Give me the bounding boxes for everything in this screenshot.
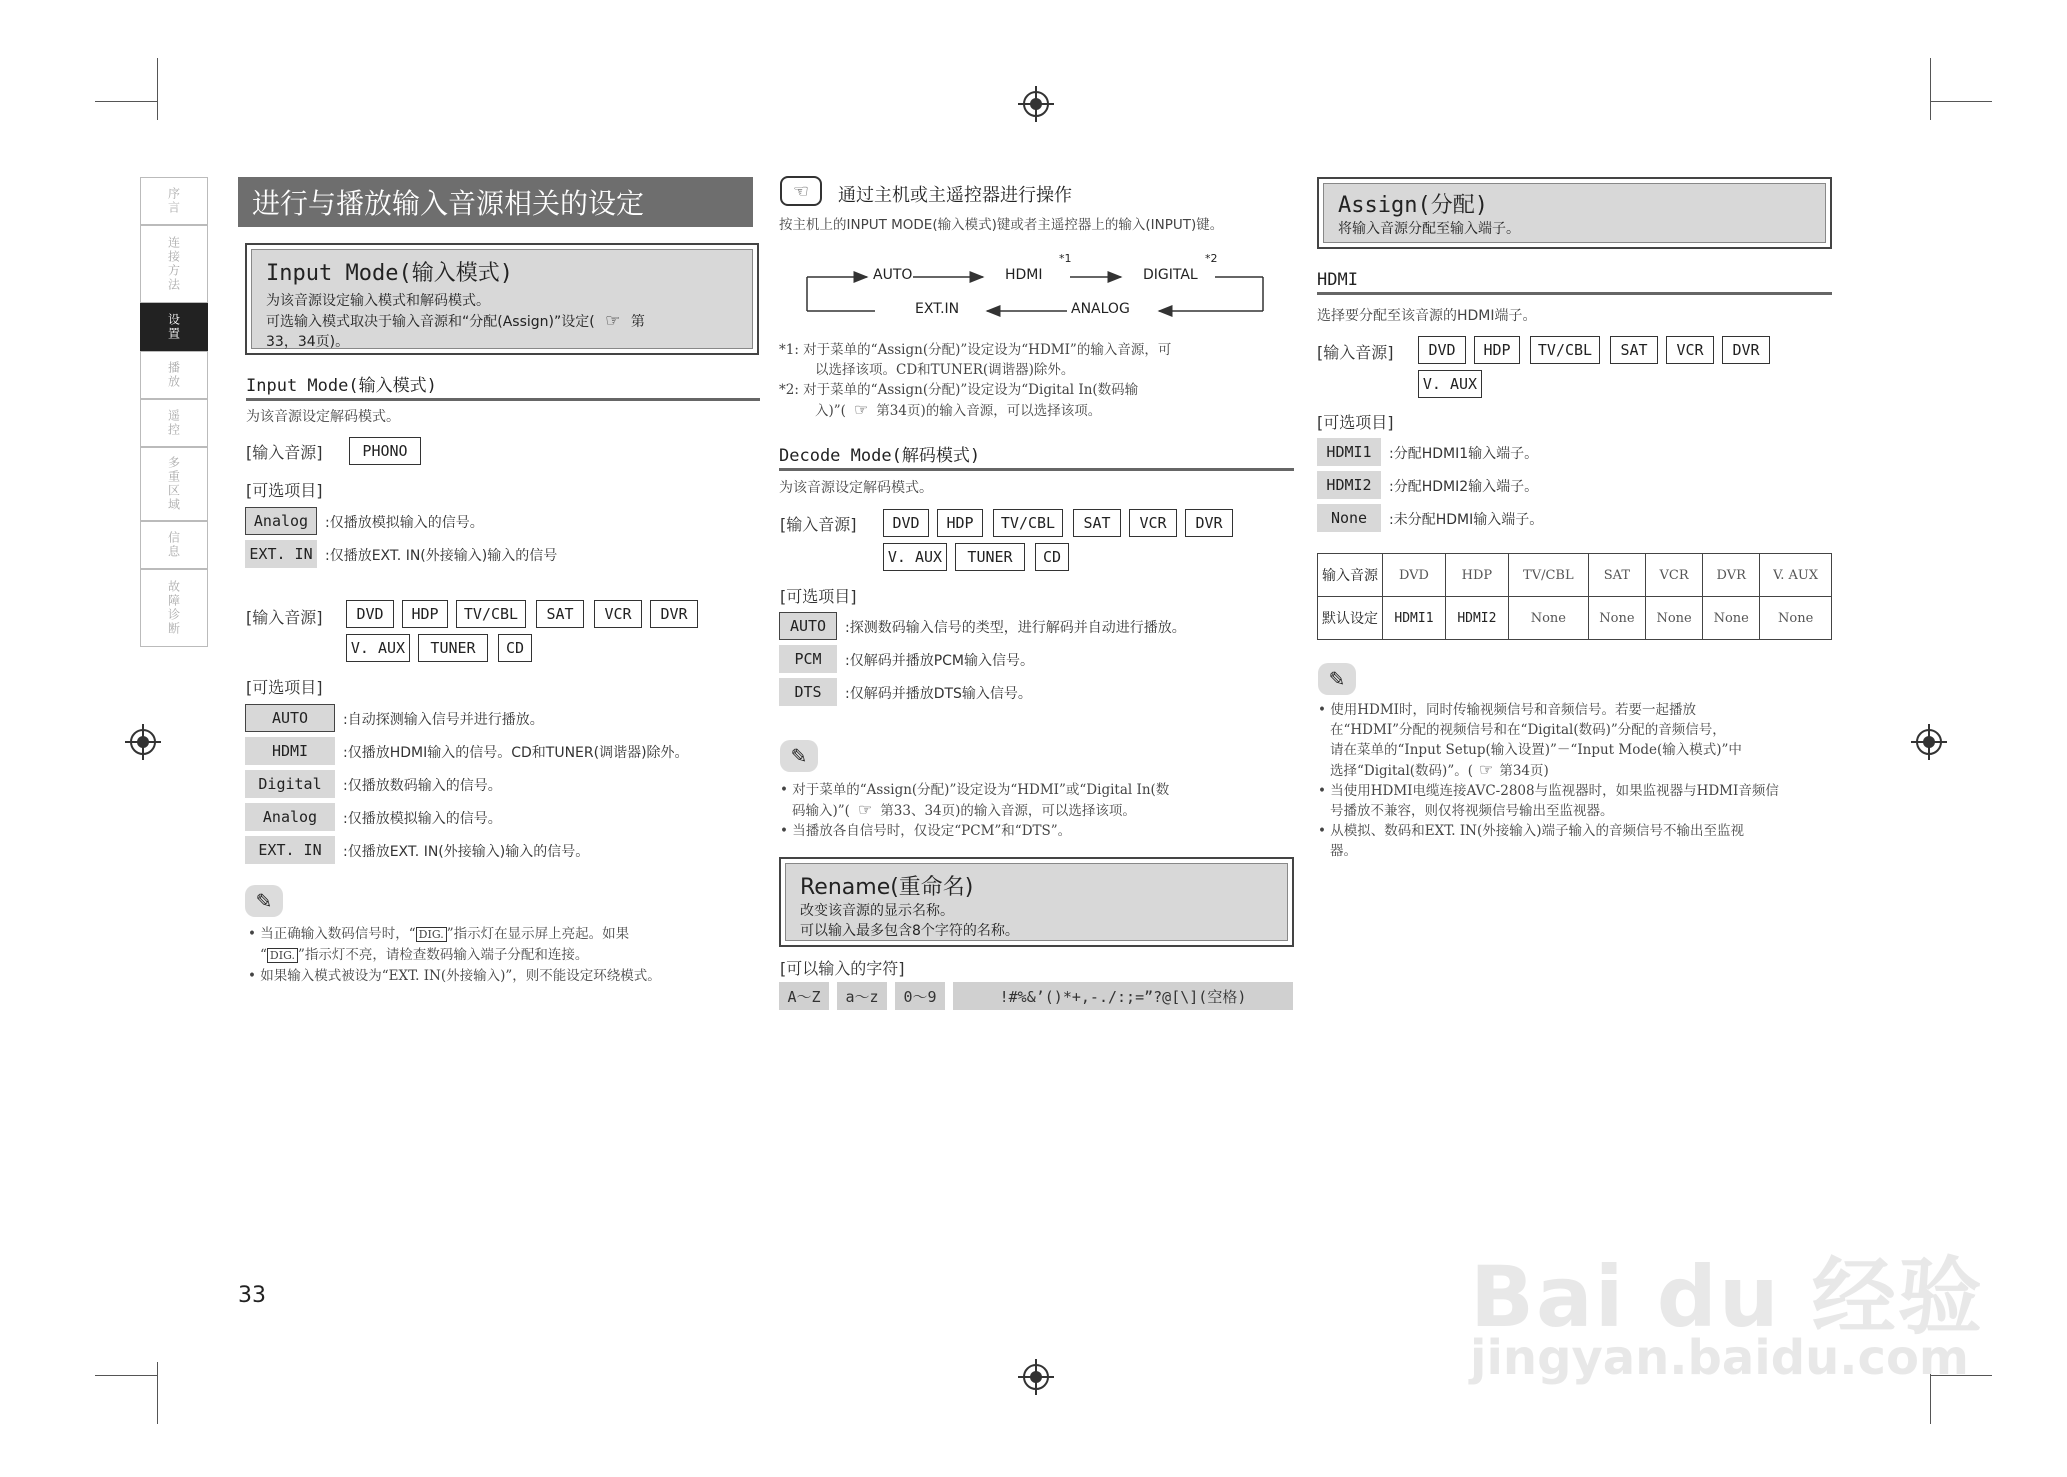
assign-box-line: 将输入音源分配至输入端子。 — [1338, 221, 1520, 237]
option-analog-2[interactable]: Analog — [245, 803, 335, 831]
input-mode-intro: 为该音源设定解码模式。 — [246, 409, 400, 425]
source-button-v-aux[interactable]: V. AUX — [346, 634, 410, 662]
col2-note-line2-tail: 第33、34页)的输入音源，可以选择该项。 — [880, 803, 1136, 819]
decode-option-auto[interactable]: AUTO — [779, 612, 837, 640]
input-source-label: [输入音源] — [246, 443, 323, 462]
table-cell: HDMI2 — [1445, 597, 1508, 640]
footnote1-b: 以选择该项。CD和TUNER(调谐器)除外。 — [815, 362, 1075, 378]
option-auto-desc: :自动探测输入信号并进行播放。 — [343, 712, 544, 728]
flow-diagram-svg — [805, 252, 1265, 322]
col3-note-line4-text: 选择“Digital(数码)”。( — [1330, 763, 1473, 779]
table-row-sources — [1318, 554, 1832, 597]
assign-default-table — [1317, 553, 1832, 640]
pointing-hand-icon-2: ☞ — [853, 400, 869, 419]
assign-source-tv-cbl[interactable]: TV/CBL — [1530, 336, 1600, 364]
dig-badge: DIG. — [416, 927, 447, 942]
col3-note-line3: 请在菜单的“Input Setup(输入设置)”－“Input Mode(输入模式)”中 — [1330, 742, 1742, 758]
option-ext-in-2-desc: :仅播放EXT. IN(外接输入)输入的信号。 — [343, 844, 590, 860]
footnote2-b-text: 入)”( — [815, 403, 846, 419]
assign-source-v-aux[interactable]: V. AUX — [1418, 370, 1482, 398]
col2-note-line1: • 对于菜单的“Assign(分配)”设定设为“HDMI”或“Digital In(数 — [780, 782, 1170, 798]
decode-source-vcr[interactable]: VCR — [1129, 509, 1177, 537]
input-mode-flow-diagram — [805, 252, 1265, 322]
table-cell: TV/CBL — [1508, 554, 1588, 597]
operation-desc: 按主机上的INPUT MODE(输入模式)键或者主遥控器上的输入(INPUT)键。 — [779, 217, 1224, 233]
rename-box — [779, 857, 1294, 947]
table-cell: None — [1703, 597, 1760, 640]
decode-option-auto-desc: :探测数码输入信号的类型，进行解码并自动进行播放。 — [845, 620, 1186, 636]
decode-input-source-label: [输入音源] — [780, 515, 857, 534]
source-button-hdp[interactable]: HDP — [402, 600, 448, 628]
assign-box-title: Assign(分配) — [1338, 193, 1488, 218]
table-cell: None — [1588, 597, 1645, 640]
source-button-phono[interactable]: PHONO — [349, 437, 421, 465]
col2-note-line2 — [780, 800, 1300, 821]
footnotes — [779, 340, 1299, 421]
decode-source-dvd[interactable]: DVD — [883, 509, 929, 537]
decode-source-v-aux[interactable]: V. AUX — [883, 543, 947, 571]
table-cell: None — [1646, 597, 1703, 640]
source-button-dvd[interactable]: DVD — [346, 600, 394, 628]
col3-note-line2: 在“HDMI”分配的视频信号和在“Digital(数码)”分配的音频信号， — [1330, 722, 1726, 738]
chars-label: [可以输入的字符] — [780, 959, 905, 978]
col1-note-line1 — [248, 924, 758, 945]
col3-note-line8: 器。 — [1330, 843, 1357, 859]
rename-box-line2: 可以输入最多包含8个字符的名称。 — [800, 923, 1019, 939]
sidebar-tab-setup[interactable]: 设置 — [140, 303, 208, 351]
assign-option-hdmi2[interactable]: HDMI2 — [1317, 471, 1381, 499]
pointing-hand-icon: ☞ — [605, 311, 621, 331]
table-cell: None — [1760, 597, 1832, 640]
option-auto[interactable]: AUTO — [245, 704, 335, 732]
decode-source-cd[interactable]: CD — [1035, 543, 1069, 571]
col1-note-line2a: “ — [260, 947, 267, 963]
assign-source-hdp[interactable]: HDP — [1474, 336, 1520, 364]
col3-note-line6: 号播放不兼容，则仅将视频信号输出至监视器。 — [1330, 803, 1614, 819]
flow-digital: DIGITAL — [1143, 267, 1198, 283]
source-button-cd[interactable]: CD — [498, 634, 532, 662]
decode-option-dts-desc: :仅解码并播放DTS输入信号。 — [845, 686, 1032, 702]
pointing-hand-icon-3: ☞ — [857, 800, 873, 819]
table-cell: HDMI1 — [1383, 597, 1446, 640]
option-ext-in[interactable]: EXT. IN — [245, 540, 317, 568]
decode-option-pcm[interactable]: PCM — [779, 645, 837, 673]
sidebar-tab-info[interactable]: 信息 — [140, 521, 208, 569]
option-digital-desc: :仅播放数码输入的信号。 — [343, 778, 502, 794]
flow-analog: ANALOG — [1071, 301, 1130, 317]
footnote2-b — [779, 400, 1299, 421]
assign-box — [1317, 177, 1832, 249]
registration-mark-right — [1916, 729, 1942, 755]
assign-option-none-desc: :未分配HDMI输入端子。 — [1389, 512, 1544, 528]
pencil-icon: ✎ — [245, 885, 283, 917]
col3-note-line7: • 从模拟、数码和EXT. IN(外接输入)端子输入的音频信号不输出至监视 — [1318, 823, 1745, 839]
decode-source-tuner[interactable]: TUNER — [955, 543, 1025, 571]
operation-title: 通过主机或主遥控器进行操作 — [838, 185, 1072, 206]
assign-source-dvd[interactable]: DVD — [1418, 336, 1466, 364]
col1-note-line2 — [248, 945, 758, 966]
col3-note-line1: • 使用HDMI时，同时传输视频信号和音频信号。若要一起播放 — [1318, 702, 1697, 718]
table-cell: DVD — [1383, 554, 1446, 597]
col2-note-line3: • 当播放各自信号时，仅设定“PCM”和“DTS”。 — [780, 823, 1072, 839]
col3-note-line4-tail: 第34页) — [1499, 763, 1549, 779]
flow-star2: *2 — [1205, 252, 1218, 265]
table-cell: SAT — [1588, 554, 1645, 597]
input-mode-box — [245, 243, 759, 355]
chars-digits: 0～9 — [895, 982, 945, 1010]
input-source-label-2: [输入音源] — [246, 608, 323, 627]
sidebar-tab-multizone[interactable]: 多重区域 — [140, 447, 208, 521]
options-label: [可选项目] — [246, 481, 323, 500]
flow-ext-in: EXT.IN — [915, 301, 960, 317]
section-title-text: 进行与播放输入音源相关的设定 — [252, 187, 645, 220]
input-mode-box-line1: 为该音源设定输入模式和解码模式。 — [266, 293, 490, 309]
pointing-hand-icon-4: ☞ — [1479, 760, 1494, 779]
decode-option-pcm-desc: :仅解码并播放PCM输入信号。 — [845, 653, 1035, 669]
decode-source-hdp[interactable]: HDP — [937, 509, 983, 537]
sidebar-tab-remote[interactable]: 遥控 — [140, 399, 208, 447]
registration-mark-bottom — [1023, 1364, 1049, 1390]
source-button-vcr[interactable]: VCR — [594, 600, 642, 628]
assign-source-dvr[interactable]: DVR — [1722, 336, 1770, 364]
watermark-logo: Bai du 经验 — [1470, 1248, 1984, 1346]
option-hdmi-desc: :仅播放HDMI输入的信号。CD和TUNER(调谐器)除外。 — [343, 745, 689, 761]
pencil-icon-3: ✎ — [1318, 663, 1356, 695]
assign-source-sat[interactable]: SAT — [1610, 336, 1658, 364]
option-ext-in-desc: :仅播放EXT. IN(外接输入)输入的信号 — [325, 548, 558, 564]
decode-mode-heading: Decode Mode(解码模式) — [779, 441, 1294, 471]
col2-note — [780, 780, 1300, 841]
source-button-sat[interactable]: SAT — [536, 600, 584, 628]
source-button-tuner[interactable]: TUNER — [418, 634, 488, 662]
table-cell: DVR — [1703, 554, 1760, 597]
table-cell: HDP — [1445, 554, 1508, 597]
decode-source-sat[interactable]: SAT — [1073, 509, 1121, 537]
option-analog[interactable]: Analog — [245, 507, 317, 535]
table-cell: VCR — [1646, 554, 1703, 597]
flow-star1: *1 — [1059, 252, 1072, 265]
col3-note — [1318, 700, 1838, 861]
sidebar-tab-playback[interactable]: 播放 — [140, 351, 208, 399]
sidebar-tab-troubleshooting[interactable]: 故障诊断 — [140, 569, 208, 647]
source-button-dvr[interactable]: DVR — [650, 600, 698, 628]
source-button-tv-cbl[interactable]: TV/CBL — [456, 600, 526, 628]
table-cell: None — [1508, 597, 1588, 640]
input-mode-box-line2-tail: 第 — [630, 314, 645, 330]
col3-note-line5: • 当使用HDMI电缆连接AVC-2808与监视器时，如果监视器与HDMI音频信 — [1318, 783, 1779, 799]
option-analog-desc: :仅播放模拟输入的信号。 — [325, 515, 484, 531]
registration-mark-left — [130, 729, 156, 755]
col1-note-line1a: • 当正确输入数码信号时，“ — [248, 926, 416, 942]
option-digital[interactable]: Digital — [245, 770, 335, 798]
input-mode-subheading: Input Mode(输入模式) — [246, 371, 760, 401]
col2-note-line2-text: 码输入)”( — [792, 803, 850, 819]
chars-lowercase: a～z — [837, 982, 887, 1010]
col1-note-line3: • 如果输入模式被设为“EXT. IN(外接输入)”，则不能设定环绕模式。 — [248, 968, 661, 984]
input-mode-box-line2-text: 可选输入模式取决于输入音源和“分配(Assign)”设定( — [266, 314, 595, 330]
decode-options-label: [可选项目] — [780, 587, 857, 606]
option-hdmi[interactable]: HDMI — [245, 737, 335, 765]
chars-uppercase: A～Z — [779, 982, 829, 1010]
assign-input-source-label: [输入音源] — [1317, 343, 1394, 362]
col1-note — [248, 924, 758, 986]
assign-options-label: [可选项目] — [1317, 413, 1394, 432]
assign-source-vcr[interactable]: VCR — [1666, 336, 1714, 364]
col1-note-line1b: ”指示灯在显示屏上亮起。如果 — [446, 926, 630, 942]
table-head-source: 输入音源 — [1318, 554, 1383, 597]
flow-hdmi: HDMI — [1005, 267, 1043, 283]
dig-badge-2: DIG. — [267, 948, 298, 963]
watermark-url: jingyan.baidu.com — [1470, 1330, 1969, 1386]
sidebar-tab-connections[interactable]: 连接方法 — [140, 225, 208, 303]
footnote2-a: *2: 对于菜单的“Assign(分配)”设定设为“Digital In(数码输 — [779, 382, 1139, 398]
assign-option-hdmi2-desc: :分配HDMI2输入端子。 — [1389, 479, 1539, 495]
registration-mark-top — [1023, 91, 1049, 117]
hdmi-heading: HDMI — [1317, 270, 1832, 295]
options-label-2: [可选项目] — [246, 678, 323, 697]
decode-option-dts[interactable]: DTS — [779, 678, 837, 706]
option-ext-in-2[interactable]: EXT. IN — [245, 836, 335, 864]
footnote2-c-text: 第34页)的输入音源，可以选择该项。 — [876, 403, 1102, 419]
table-row-defaults — [1318, 597, 1832, 640]
assign-option-hdmi1-desc: :分配HDMI1输入端子。 — [1389, 446, 1539, 462]
table-cell: V. AUX — [1760, 554, 1832, 597]
col1-note-line2b: ”指示灯不亮，请检查数码输入端子分配和连接。 — [297, 947, 589, 963]
remote-hand-icon: ☜ — [780, 176, 822, 206]
assign-option-none[interactable]: None — [1317, 504, 1381, 532]
pencil-icon-2: ✎ — [780, 740, 818, 772]
page-number: 33 — [238, 1283, 266, 1308]
rename-box-line1: 改变该音源的显示名称。 — [800, 903, 954, 919]
input-mode-box-line2 — [266, 311, 738, 332]
hdmi-intro: 选择要分配至该音源的HDMI端子。 — [1317, 308, 1537, 324]
decode-source-tv-cbl[interactable]: TV/CBL — [993, 509, 1063, 537]
input-mode-box-line3: 33，34页)。 — [266, 334, 350, 350]
rename-box-title: Rename(重命名) — [800, 875, 974, 900]
flow-auto: AUTO — [873, 267, 913, 283]
chars-symbols: !#%&’()*+,-./:;=”?@[\](空格) — [953, 982, 1293, 1010]
section-title — [238, 177, 753, 227]
sidebar-tab-preface[interactable]: 序言 — [140, 177, 208, 225]
input-mode-box-title: Input Mode(输入模式) — [266, 261, 513, 286]
decode-source-dvr[interactable]: DVR — [1185, 509, 1233, 537]
option-analog-2-desc: :仅播放模拟输入的信号。 — [343, 811, 502, 827]
assign-option-hdmi1[interactable]: HDMI1 — [1317, 438, 1381, 466]
decode-mode-intro: 为该音源设定解码模式。 — [779, 480, 933, 496]
footnote1-a: *1: 对于菜单的“Assign(分配)”设定设为“HDMI”的输入音源，可 — [779, 342, 1172, 358]
col3-note-line4 — [1318, 760, 1838, 781]
table-head-default: 默认设定 — [1318, 597, 1383, 640]
